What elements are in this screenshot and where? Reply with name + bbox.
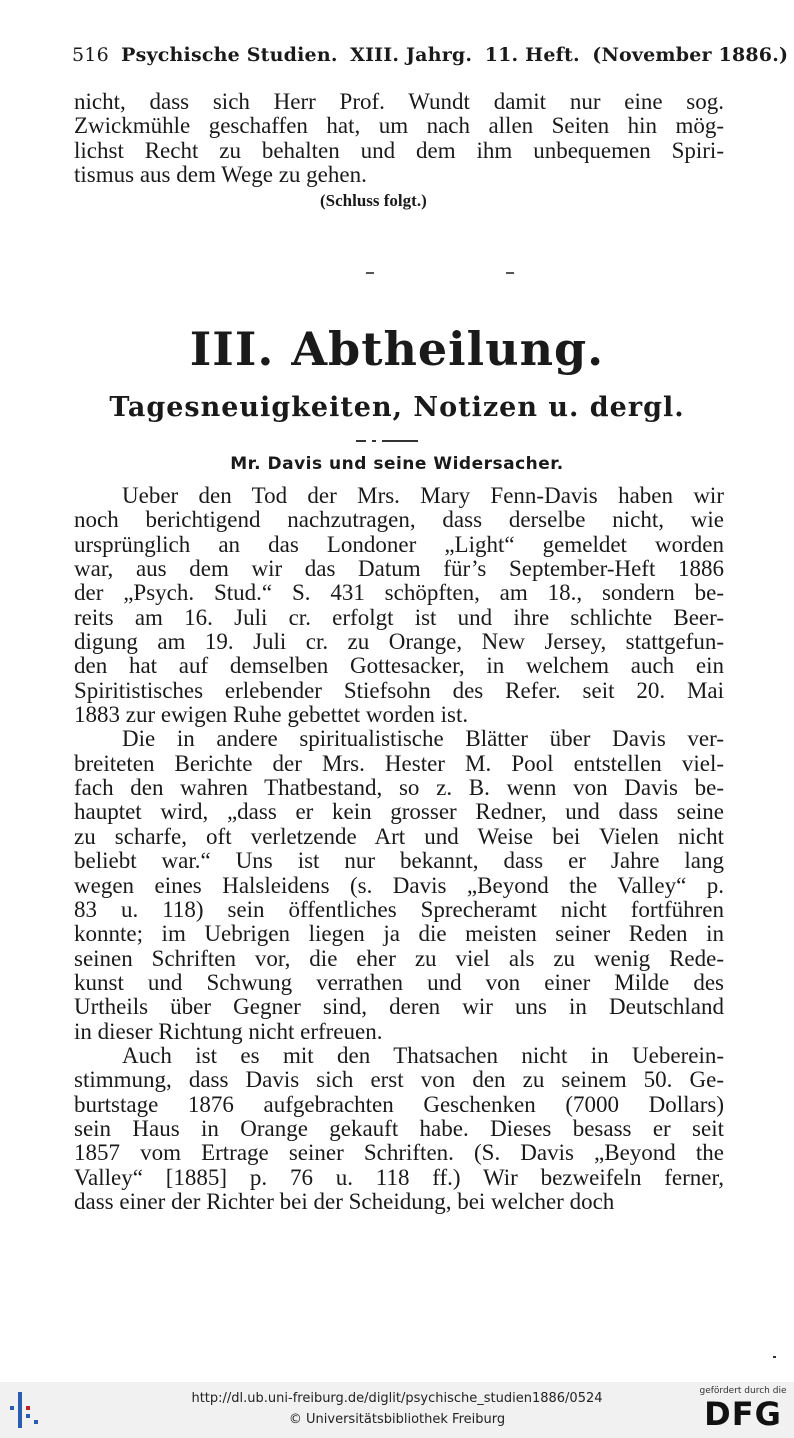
separator-mark xyxy=(506,272,514,274)
text-line: digung am 19. Juli cr. zu Orange, New Jersey, stattgefun- xyxy=(74,629,724,655)
text-line: wegen eines Halsleidens (s. Davis „Beyond the Valley“ p. xyxy=(74,872,724,898)
section-subtitle: Tagesneuigkeiten, Notizen u. dergl. xyxy=(109,392,685,423)
text-line: in dieser Richtung nicht erfreuen. xyxy=(74,1018,383,1044)
issue-date: (November 1886.) xyxy=(592,44,789,66)
text-line: war, aus dem wir das Datum für’s September-Heft 1886 xyxy=(74,556,724,582)
article-body xyxy=(74,484,724,1214)
paragraph xyxy=(74,727,724,1043)
text-line: burtstage 1876 aufgebrachten Geschenken (7000 Dollars) xyxy=(74,1091,724,1117)
text-line: der „Psych. Stud.“ S. 431 schöpften, am 18., sondern be- xyxy=(74,580,724,606)
section-title: III. Abtheilung. xyxy=(189,322,605,376)
text-line: konnte; im Uebrigen liegen ja die meisten seiner Reden in xyxy=(74,921,724,947)
title-rule xyxy=(382,440,418,442)
text-line: lichst Recht zu behalten und dem ihm unbequemen Spiri- xyxy=(74,137,724,163)
separator-mark xyxy=(366,272,374,274)
dfg-logo xyxy=(698,1386,788,1434)
text-line: sein Haus in Orange gekauft habe. Dieses besass er seit xyxy=(74,1115,724,1141)
volume: XIII. Jahrg. xyxy=(350,44,473,66)
title-rule xyxy=(356,440,366,442)
text-line: zu scharfe, oft verletzende Art und Weise bei Vielen nicht xyxy=(74,823,724,849)
title-rule xyxy=(372,440,376,442)
text-line: nicht, dass sich Herr Prof. Wundt damit nur eine sog. xyxy=(74,89,724,114)
page-number: 516 xyxy=(72,44,109,66)
journal-name: Psychische Studien. xyxy=(121,44,338,66)
copyright: © Universitätsbibliothek Freiburg xyxy=(288,1412,506,1427)
text-line: breiteten Berichte der Mrs. Hester M. Pool entstellen viel- xyxy=(74,750,724,776)
text-line: beliebt war.“ Uns ist nur bekannt, dass er Jahre lang xyxy=(74,848,724,874)
text-line: ursprünglich an das Londoner „Light“ gemeldet worden xyxy=(74,531,724,557)
text-line: Die in andere spiritualistische Blätter über Davis ver- xyxy=(122,726,724,752)
text-line: noch berichtigend nachzutragen, dass derselbe nicht, wie xyxy=(74,507,724,533)
text-line: reits am 16. Juli cr. erfolgt ist und ihre schlichte Beer- xyxy=(74,604,724,630)
text-line: Spiritistisches erlebender Stiefsohn des Refer. seit 20. Mai xyxy=(74,677,724,703)
page-mark xyxy=(773,1356,776,1358)
paragraph xyxy=(74,1044,724,1214)
text-line: seinen Schriften vor, die eher zu viel als zu wenig Rede- xyxy=(74,945,724,971)
text-line: 83 u. 118) sein öffentliches Sprecheramt nicht fortführen xyxy=(74,896,724,922)
text-line: Ueber den Tod der Mrs. Mary Fenn-Davis haben wir xyxy=(122,483,724,508)
running-head xyxy=(72,44,789,66)
dfg-caption: gefördert durch die xyxy=(699,1386,787,1396)
viewer-footer xyxy=(0,1382,794,1438)
paragraph xyxy=(74,484,724,727)
text-line: Urtheils über Gegner sind, deren wir uns in Deutschland xyxy=(74,994,724,1020)
text-line: stimmung, dass Davis sich erst von den zu seinem 50. Ge- xyxy=(74,1067,724,1093)
permalink[interactable]: http://dl.ub.uni-freiburg.de/diglit/psychische_studien1886/0524 xyxy=(191,1391,603,1406)
dfg-wordmark: DFG xyxy=(704,1395,782,1433)
issue: 11. Heft. xyxy=(484,44,580,66)
text-line: Auch ist es mit den Thatsachen nicht in Ueberein- xyxy=(122,1042,724,1068)
continuation-note: (Schluss folgt.) xyxy=(320,191,427,210)
text-line: den hat auf demselben Gottesacker, in welchem auch ein xyxy=(74,653,724,679)
text-line: tismus aus dem Wege zu gehen. xyxy=(74,162,367,188)
article-title: Mr. Davis und seine Widersacher. xyxy=(230,454,564,474)
text-line: fach den wahren Thatbestand, so z. B. wenn von Davis be- xyxy=(74,775,724,801)
previous-article-ending xyxy=(74,90,724,188)
text-line: kunst und Schwung verrathen und von einer Milde des xyxy=(74,969,724,995)
text-line: 1883 zur ewigen Ruhe gebettet worden ist. xyxy=(74,702,469,728)
text-line: dass einer der Richter bei der Scheidung, bei welcher doch xyxy=(74,1188,615,1214)
text-line: hauptet wird, „dass er kein grosser Redner, und dass seine xyxy=(74,799,724,825)
text-line: Zwickmühle geschaffen hat, um nach allen Seiten hin mög- xyxy=(74,113,724,139)
text-line: 1857 vom Ertrage seiner Schriften. (S. Davis „Beyond the xyxy=(74,1140,724,1166)
text-line: Valley“ [1885] p. 76 u. 118 ff.) Wir bezweifeln ferner, xyxy=(74,1164,724,1190)
